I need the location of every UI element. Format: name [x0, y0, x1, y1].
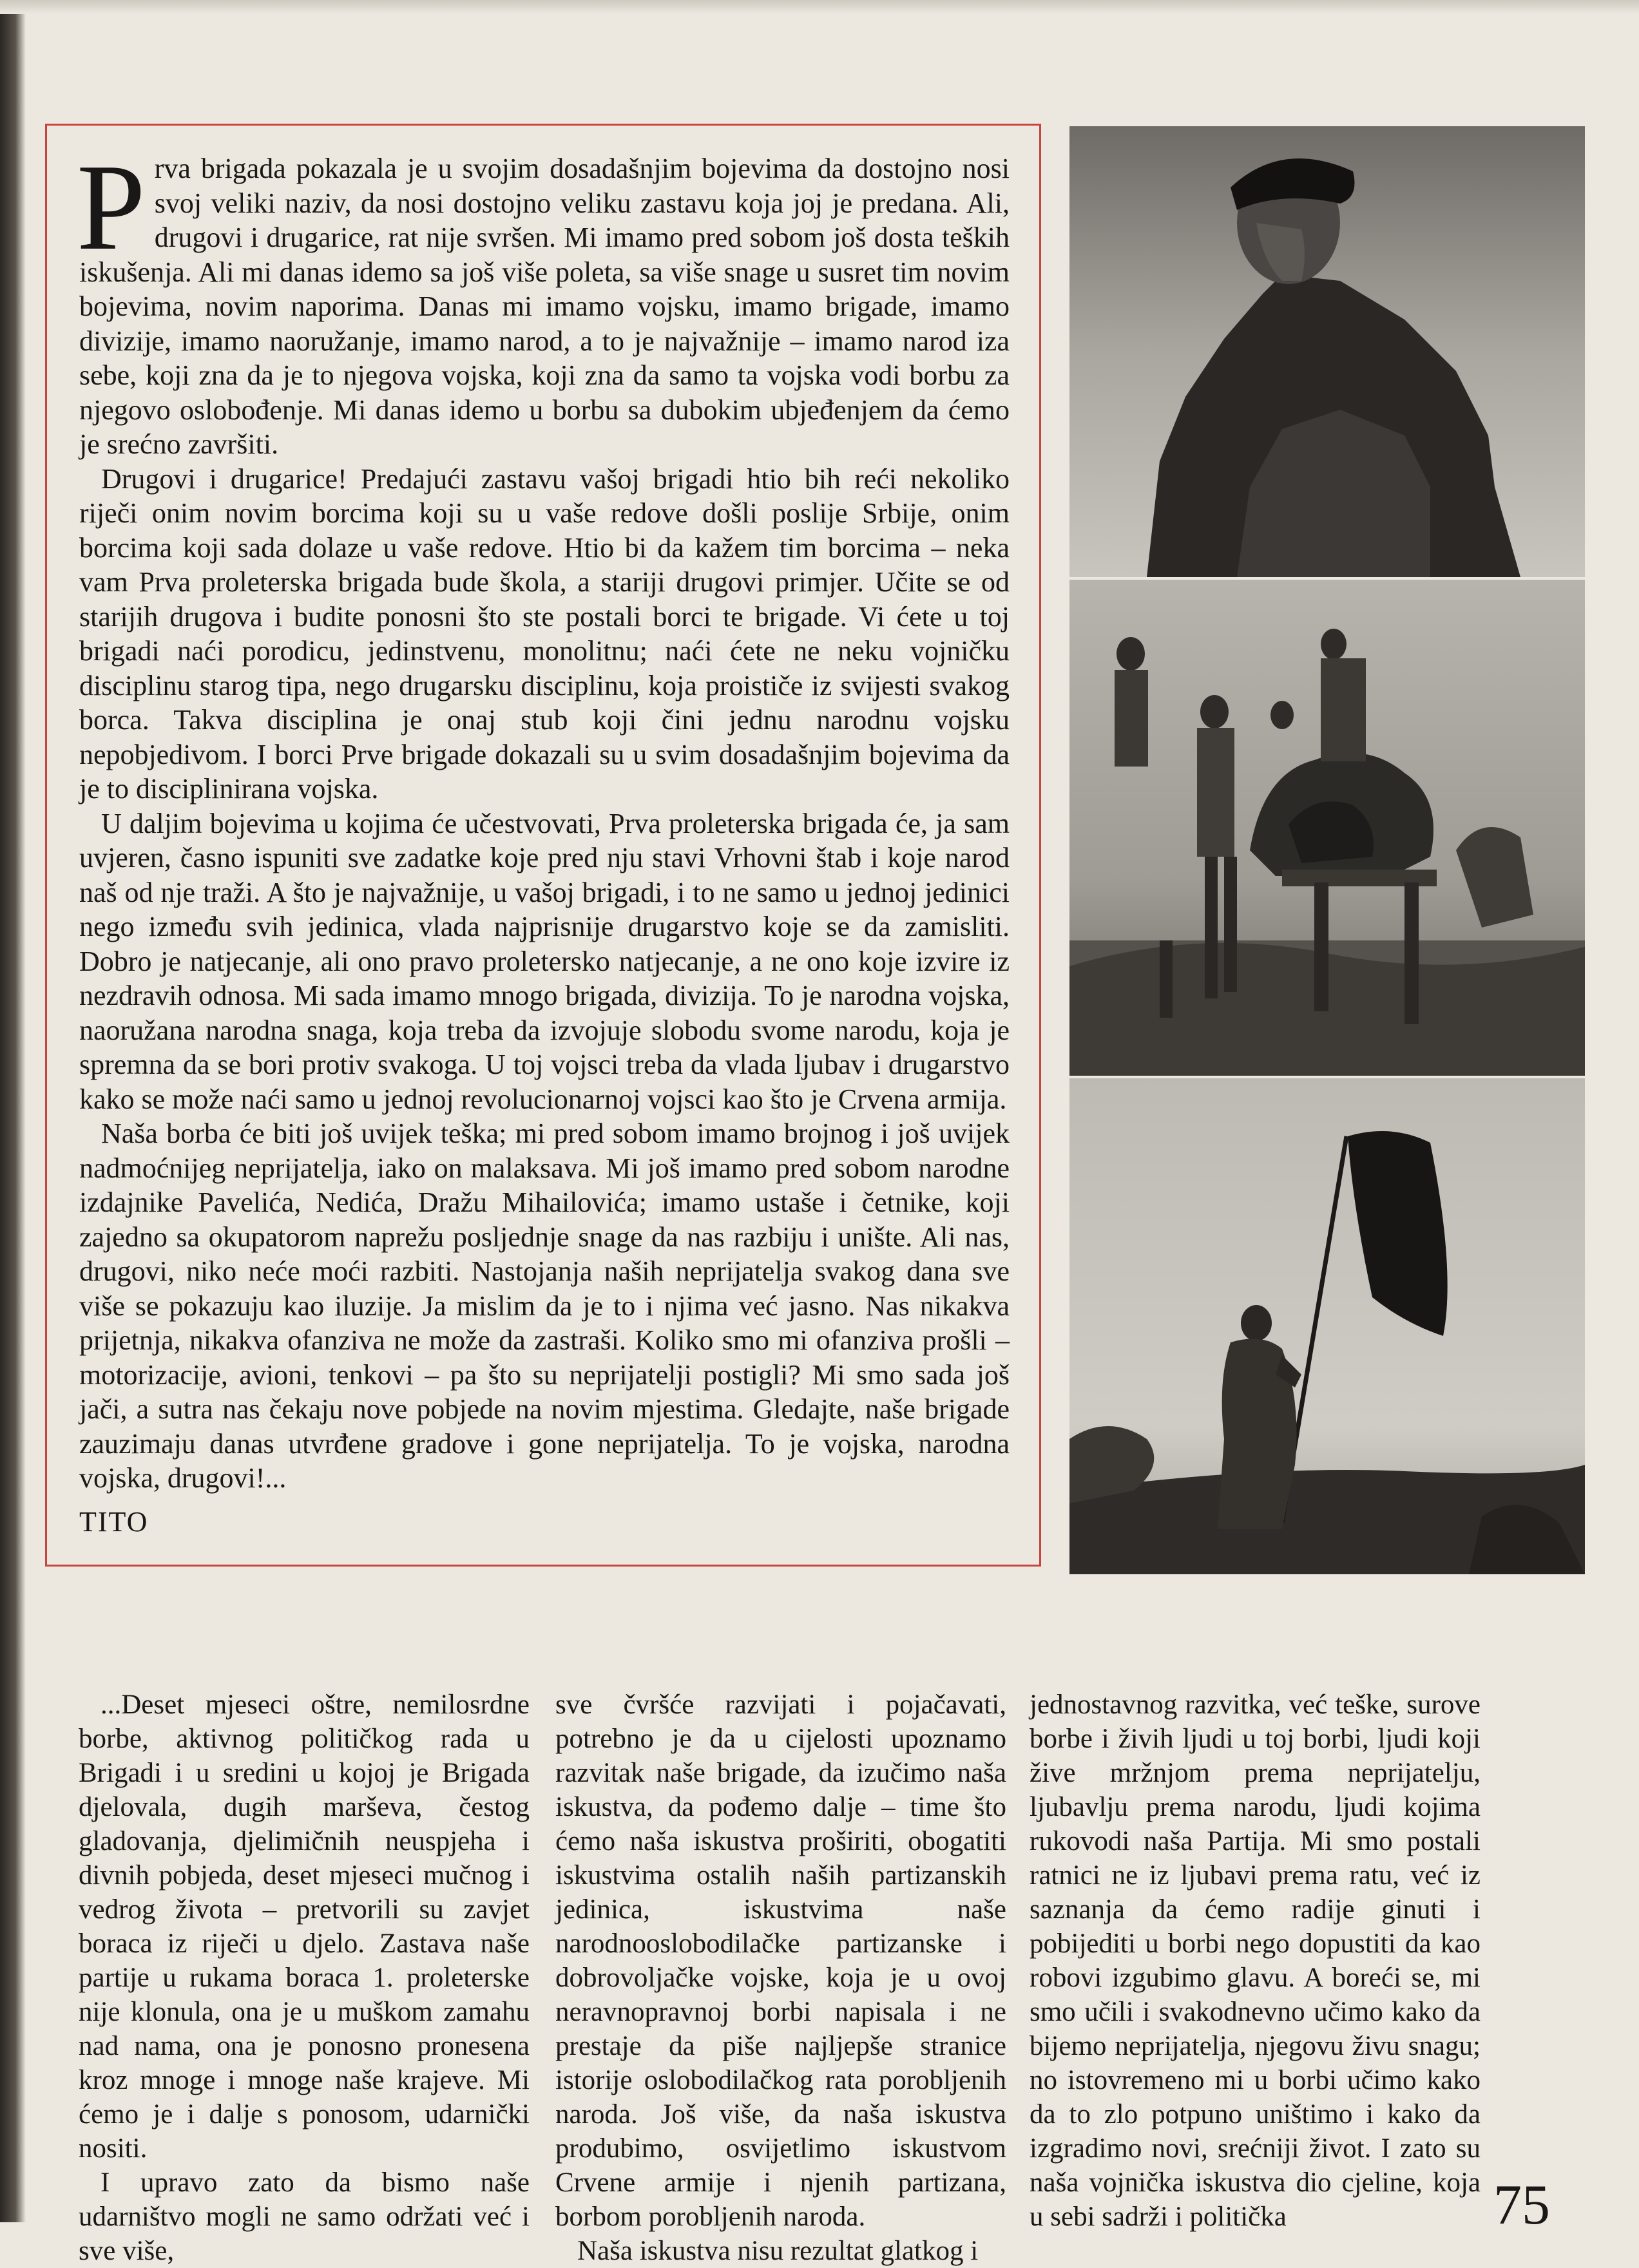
column-1-paragraph-2: I upravo zato da bismo naše udarništvo mogli ne samo održati već i sve više,: [79, 2168, 530, 2266]
page-binding-shadow: [0, 0, 26, 2222]
quote-paragraph-1: [77, 138, 1010, 462]
column-3-paragraph-1: jednostavnog razvitka, već teške, surove borbe i živih ljudi u toj borbi, ljudi koji žive mržnjom prema neprijatelju, ljubavlju prema narodu, ljudi kojima rukovodi naša Partija. Mi smo postali ratnici ne iz ljubavi prema ratu, već iz saznanja da ćemo radije ginuti i pobijediti u borbi nego dopustiti da kao robovi izgubimo glavu. A boreći se, mi smo učili i svakodnevno učimo kako da bijemo neprijatelja, njegovu živu snagu; no istovremeno mi u borbi učimo kako da to zlo potpuno uništimo i kako da izgradimo novi, srećniji život. I zato su naša vojnička iskustva dio cjeline, koja u sebi sadrži i politička: [1030, 1690, 1481, 2232]
column-2-paragraph-2: Naša iskustva nisu rezultat glatkog i: [577, 2236, 979, 2266]
article-column-2: [555, 1688, 1006, 2268]
article-column-1: [79, 1688, 530, 2268]
page-number: 75: [1493, 2174, 1550, 2236]
quote-paragraph-1-text: rva brigada pokazala je u svojim dosadašnjim bojevima da dostojno nosi svoj veliki naziv, da nosi dostojno veliku zastavu koja joj je predana. Ali, drugovi i drugarice, rat nije svršen. Mi imamo pred sobom još dosta teških iskušenja. Ali mi danas idemo sa još više poleta, sa više snage u susret tim novim bojevima, novim naporima. Danas mi imamo vojsku, imamo brigade, imamo divizije, imamo naoružanje, imamo narod, a to je najvažnije – imamo narod iza sebe, koji zna da je to njegova vojska, koji zna da samo ta vojska vodi borbu za njegovo oslobođenje. Mi danas idemo u borbu sa dubokim ubjeđenjem da ćemo je srećno završiti.: [79, 153, 1010, 460]
page-top-edge: [0, 0, 1639, 14]
drop-cap: P: [77, 138, 146, 276]
column-2-paragraph-1: sve čvršće razvijati i pojačavati, potrebno je da u cijelosti upoznamo razvitak naše brigade, da izučimo naša iskustva, da pođemo dalje – time što ćemo naša iskustva proširiti, obogatiti iskustvima ostalih naših partizanskih jedinica, iskustvima naše narodnooslobodilačke partizanske i dobrovoljačke vojske, koja je u ovoj neravnopravnoj borbi napisala i ne prestaje da piše najljepše stranice istorije oslobodilačkog rata porobljenih naroda. Još više, da naša iskustva produbimo, osvijetlimo iskustvom Crvene armije i njenih partizana, borbom porobljenih naroda.: [555, 1690, 1006, 2232]
photo-commander-portrait: [1069, 126, 1585, 577]
quote-signature: TITO: [79, 1505, 149, 1538]
quote-paragraph-2: Drugovi i drugarice! Predajući zastavu vašoj brigadi htio bih reći nekoliko riječi onim novim borcima koji su u vaše redove došli poslije Srbije, onim borcima koji sada dolaze u vaše redove. Htio bi da kažem tim borcima – neka vam Prva proleterska brigada bude škola, a stariji drugovi primjer. Učite se od starijih drugova i budite ponosni što ste postali borci te brigade. Vi ćete u toj brigadi naći porodicu, jedinstvenu, monolitnu; naći ćete ne neku vojničku disciplinu starog tipa, nego drugarsku disciplinu, koja proističe iz svijesti svakog borca. Takva disciplina je onaj stub koji čini jednu narodnu vojsku nepobjedivom. I borci Prve brigade dokazali su u svim dosadašnjim bojevima da je to disciplinirana vojska.: [79, 462, 1010, 805]
article-column-3: [1030, 1688, 1481, 2234]
tito-quote-box: [45, 124, 1041, 1567]
quote-paragraph-3: U daljim bojevima u kojima će učestvovati, Prva proleterska brigada će, ja sam uvjeren, časno ispuniti sve zadatke koje pred nju stavi Vrhovni štab i koje narod naš od nje traži. A što je najvažnije, u vašoj brigadi, i to ne samo u jednoj jedinici nego između svih jedinica, vlada najprisnije drugarstvo koje se da zamisliti. Dobro je natjecanje, ali ono pravo proletersko natjecanje, a ne ono koje izvire iz nezdravih odnosa. Mi sada imamo mnogo brigada, divizija. To je narodna vojska, naoružana narodna snaga, koja treba da izvojuje slobodu svome narodu, koja je spremna da se bori protiv svakoga. U toj vojsci treba da vlada ljubav i drugarstvo kako se može naći samo u jednoj revolucionarnoj vojsci kao što je Crvena armija.: [79, 807, 1010, 1115]
photo-soldiers-group: [1069, 580, 1585, 1076]
column-1-paragraph-1: ...Deset mjeseci oštre, nemilosrdne borbe, aktivnog političkog rada u Brigadi i u sredini u kojoj je Brigada djelovala, dugih marševa, čestog gladovanja, djelimičnih neuspjeha i divnih pobjeda, deset mjeseci mučnog i vedrog života – pretvorili su zavjet boraca iz riječi u djelo. Zastava naše partije u rukama boraca 1. proleterske nije klonula, ona je u muškom zamahu nad nama, ona je ponosno pronesena kroz mnoge i mnoge naše krajeve. Mi ćemo je i dalje s ponosom, udarnički nositi.: [79, 1690, 530, 2164]
photo-flag-bearer: [1069, 1078, 1585, 1574]
quote-paragraph-4: Naša borba će biti još uvijek teška; mi pred sobom imamo brojnog i još uvijek nadmoćnijeg neprijatelja, iako on malaksava. Mi još imamo pred sobom narodne izdajnike Pavelića, Nedića, Dražu Mihailovića; imamo ustaše i četnike, koji zajedno sa okupatorom naprežu posljednje snage da nas razbiju i unište. Ali nas, drugovi, niko neće moći razbiti. Nastojanja naših neprijatelja svakog dana sve više se pokazuju kao iluzije. Ja mislim da je to i njima već jasno. Nas nikakva prijetnja, nikakva ofanziva ne može da zastraši. Koliko smo mi ofanziva prošli – motorizacije, avioni, tenkovi – pa što su neprijatelji postigli? Mi smo sada još jači, a sutra nas čekaju nove pobjede na novim mjestima. Gledajte, naše brigade zauzimaju danas utvrđene gradove i gone neprijatelja. To je vojska, narodna vojska, drugovi!...: [79, 1118, 1010, 1494]
